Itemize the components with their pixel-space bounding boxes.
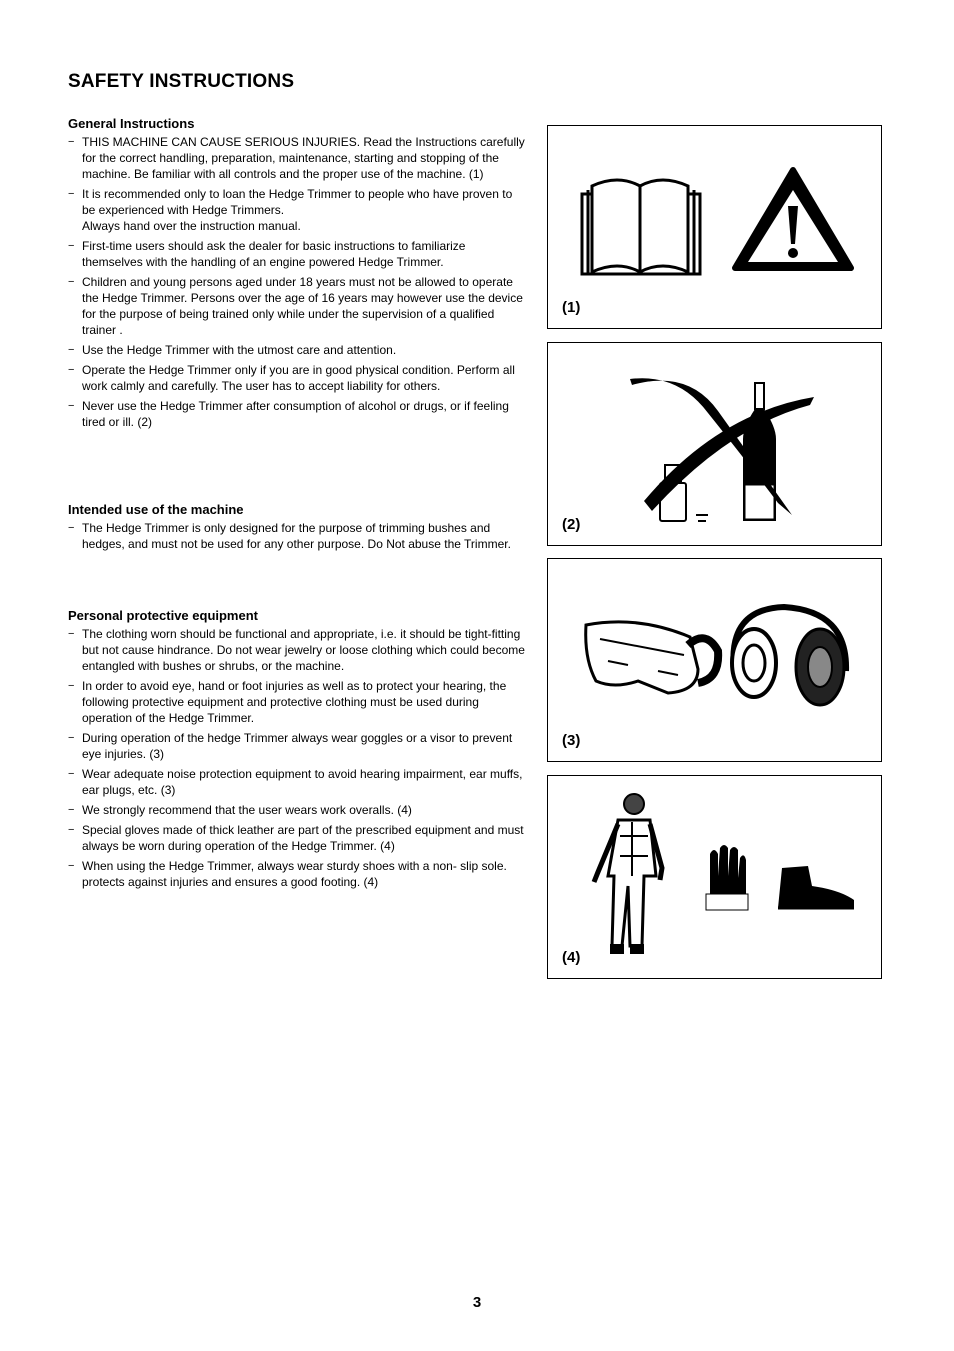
instruction-item: − THIS MACHINE CAN CAUSE SERIOUS INJURIES. Read the Instructions carefully for the correct handling, preparation, maintenance, starting and stopping of the machine. Be familiar with all controls and the proper use of the machine. (1): [68, 134, 528, 182]
boot-icon: [778, 866, 854, 908]
wine-bottle-icon: [743, 383, 776, 521]
instruction-item: − Wear adequate noise protection equipment to avoid hearing impairment, ear muffs, ear plugs, etc. (3): [68, 766, 528, 798]
figure-eye-ear-protection: [547, 558, 882, 762]
page-title: SAFETY INSTRUCTIONS: [68, 71, 295, 92]
instruction-item: − Children and young persons aged under 18 years must not be allowed to operate the Hedge Trimmer. Persons over the age of 16 years may however use the device for the purpose of being trained only while under the supervision of a qualified trainer .: [68, 274, 528, 338]
section-heading: Intended use of the machine: [68, 502, 244, 517]
instruction-item: − Never use the Hedge Trimmer after consumption of alcohol or drugs, or if feeling tired or ill. (2): [68, 398, 528, 430]
instruction-item: − It is recommended only to loan the Hedge Trimmer to people who have proven to be experienced with Hedge Trimmers. Always hand over the instruction manual.: [68, 186, 528, 234]
figure-no-alcohol: [547, 342, 882, 546]
warning-triangle-icon: [735, 170, 851, 268]
glove-icon: [706, 845, 748, 910]
instruction-list: [68, 626, 528, 890]
instruction-item: − During operation of the hedge Trimmer always wear goggles or a visor to prevent eye injuries. (3): [68, 730, 528, 762]
instruction-item: − When using the Hedge Trimmer, always wear sturdy shoes with a non- slip sole. protects against injuries and ensures a good footing. (4): [68, 858, 528, 890]
figure-read-manual: [547, 125, 882, 329]
instruction-item: − Operate the Hedge Trimmer only if you are in good physical condition. Perform all work calmly and carefully. The user has to accept liability for others.: [68, 362, 528, 394]
section-protective-equipment: [68, 608, 528, 894]
section-general-instructions: [68, 116, 528, 434]
goggles-icon: [586, 622, 718, 693]
figure-protective-clothing: [547, 775, 882, 979]
crossed-out-drinks-icon: [630, 378, 814, 521]
instruction-item: − In order to avoid eye, hand or foot injuries as well as to protect your hearing, the following protective equipment and protective clothing must be used during operation of the Hedge Trimmer.: [68, 678, 528, 726]
open-book-icon: [582, 180, 700, 274]
instruction-list: [68, 134, 528, 430]
section-intended-use: [68, 502, 528, 556]
figure-label: (4): [562, 949, 581, 966]
overall-worker-icon: [594, 794, 662, 954]
figure-label: (1): [562, 299, 581, 316]
instruction-item: − First-time users should ask the dealer for basic instructions to familiarize themselves with the handling of an engine powered Hedge Trimmer.: [68, 238, 528, 270]
page-number: 3: [472, 1294, 482, 1311]
instruction-list: [68, 520, 528, 552]
instruction-item: − The Hedge Trimmer is only designed for the purpose of trimming bushes and hedges, and must not be used for any other purpose. Do Not abuse the Trimmer.: [68, 520, 528, 552]
section-heading: Personal protective equipment: [68, 608, 258, 623]
instruction-item: − The clothing worn should be functional and appropriate, i.e. it should be tight-fitting but not cause hindrance. Do not wear jewelry or loose clothing which could become entangled with bushes or shrubs, or the machine.: [68, 626, 528, 674]
figure-label: (2): [562, 516, 581, 533]
section-heading: General Instructions: [68, 116, 195, 131]
figure-label: (3): [562, 732, 581, 749]
instruction-item: − We strongly recommend that the user wears work overalls. (4): [68, 802, 528, 818]
ear-muffs-icon: [732, 607, 846, 705]
instruction-item: − Special gloves made of thick leather are part of the prescribed equipment and must always be worn during operation of the Hedge Trimmer. (4): [68, 822, 528, 854]
instruction-item: − Use the Hedge Trimmer with the utmost care and attention.: [68, 342, 528, 358]
